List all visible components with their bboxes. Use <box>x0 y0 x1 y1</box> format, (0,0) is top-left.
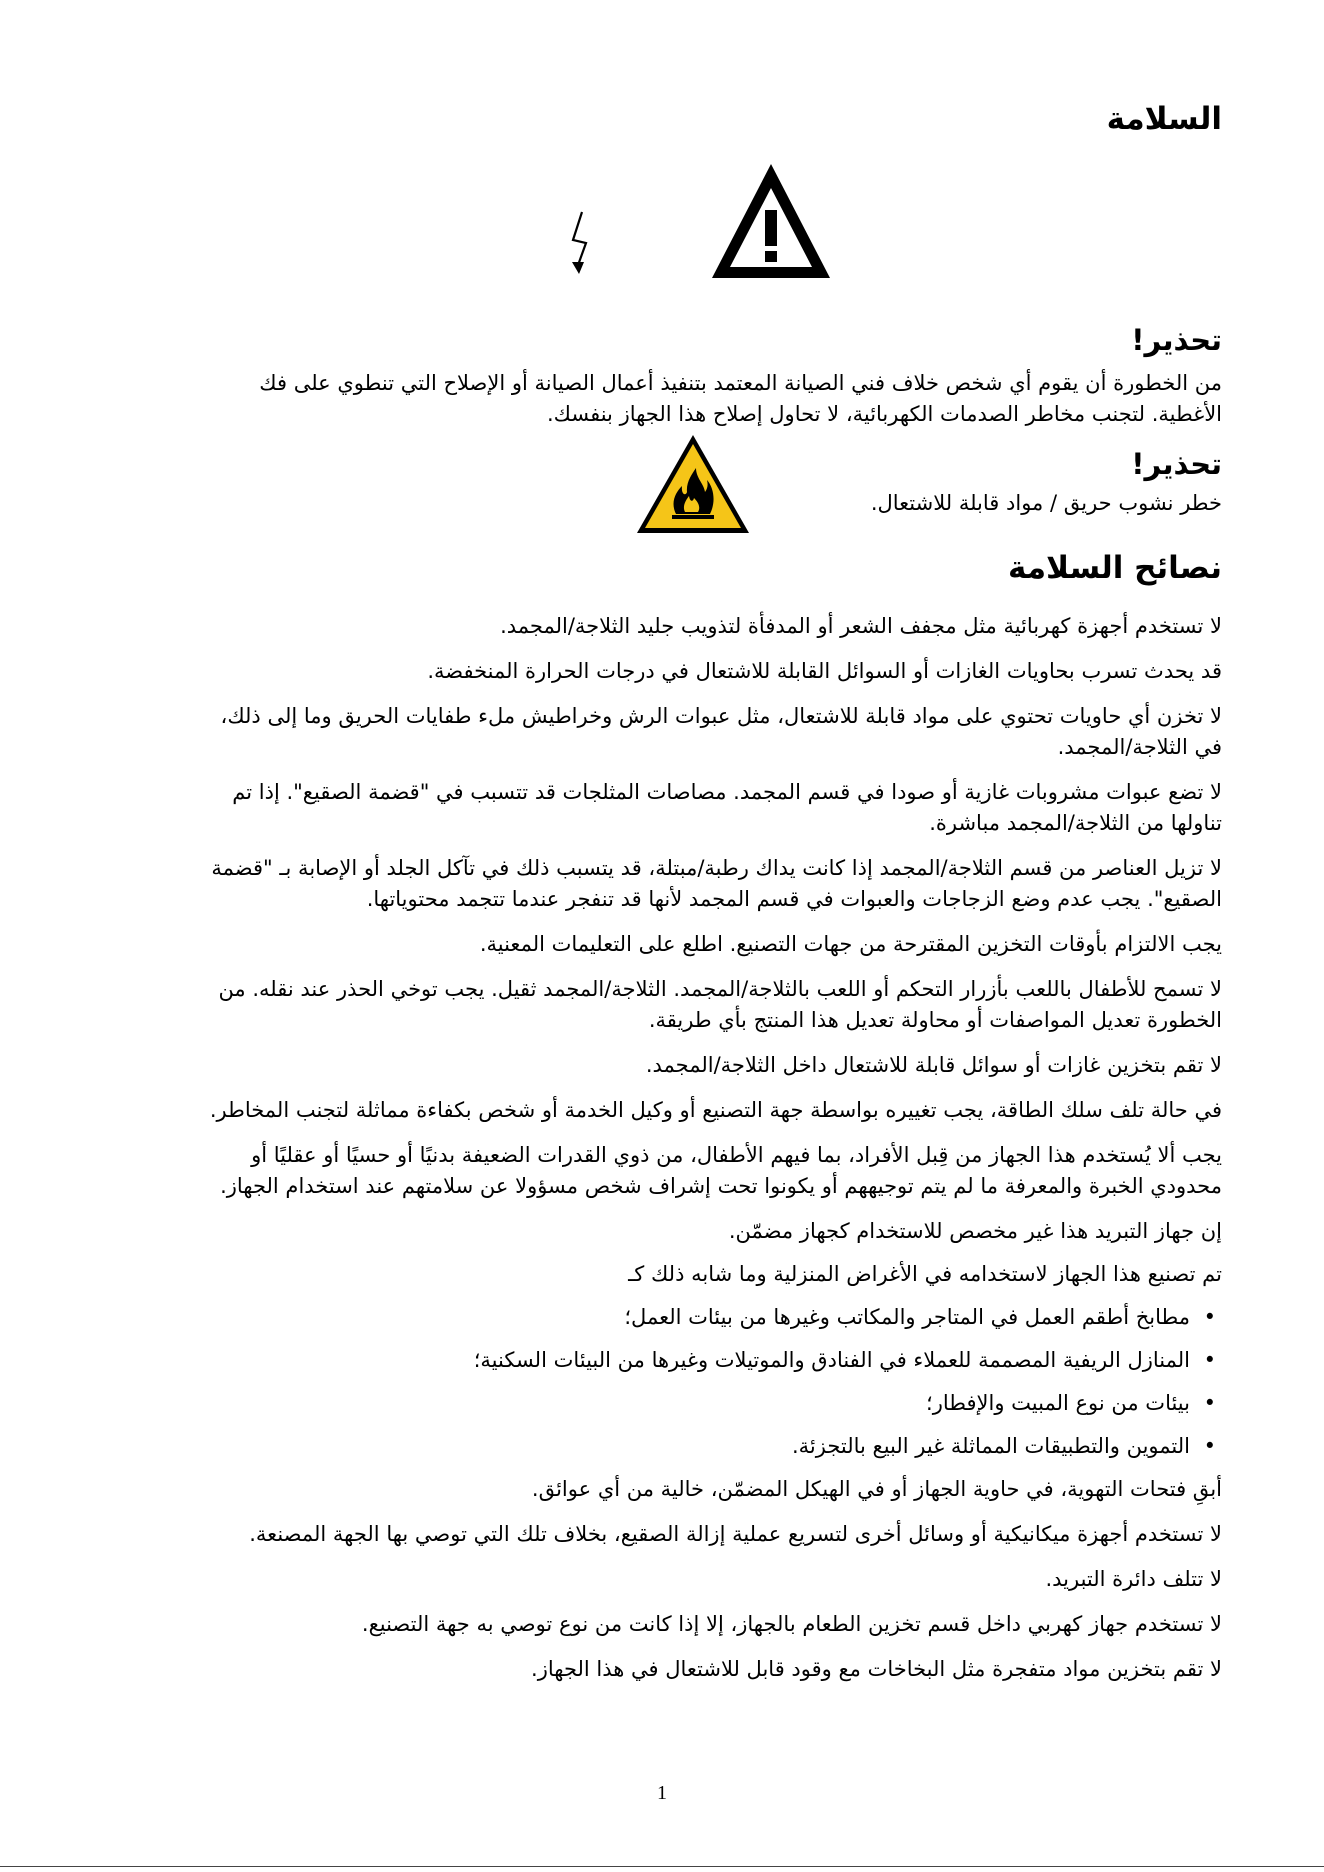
list-item <box>192 1345 1222 1376</box>
page-number: 1 <box>657 1782 667 1804</box>
tip-paragraph: قد يحدث تسرب بحاويات الغازات أو السوائل القابلة للاشتعال في درجات الحرارة المنخفضة. <box>427 659 1222 683</box>
page-content <box>192 100 1222 1699</box>
list-item-text: التموين والتطبيقات المماثلة غير البيع بالتجزئة. <box>791 1434 1190 1458</box>
warning-triangle-icon <box>708 160 834 282</box>
flammable-fire-icon <box>634 432 752 536</box>
tip-paragraph: لا تتلف دائرة التبريد. <box>1045 1567 1222 1591</box>
tip-paragraph: في حالة تلف سلك الطاقة، يجب تغييره بواسطة جهة التصنيع أو وكيل الخدمة أو شخص بكفاءة مماثلة لتجنب المخاطر. <box>209 1098 1222 1122</box>
tips-list-a <box>192 611 1222 1290</box>
tip-paragraph: لا تسمح للأطفال باللعب بأزرار التحكم أو اللعب بالثلاجة/المجمد. الثلاجة/المجمد ثقيل. يجب توخي الحذر عند نقله. من الخطورة تعديل المواصفات أو محاولة تعديل هذا المنتج بأي طريقة. <box>218 977 1222 1032</box>
tip-paragraph: يجب ألا يُستخدم هذا الجهاز من قِبل الأفراد، بما فيهم الأطفال، من ذوي القدرات الضعيفة بدنيًا أو حسيًا أو عقليًا أو محدودي الخبرة والمعرفة ما لم يتم توجيههم أو يكونوا تحت إشراف شخص مسؤولا عن سلامتهم عند استخدام الجهاز. <box>220 1143 1222 1198</box>
tip-paragraph: لا تستخدم أجهزة ميكانيكية أو وسائل أخرى لتسريع عملية إزالة الصقيع، بخلاف تلك التي توصي بها الجهة المصنعة. <box>249 1522 1222 1546</box>
tip-paragraph: لا تضع عبوات مشروبات غازية أو صودا في قسم المجمد. مصاصات المثلجات قد تتسبب في "قضمة الصقيع". إذا تم تناولها من الثلاجة/المجمد مباشرة. <box>232 780 1222 835</box>
tip-paragraph: لا تستخدم جهاز كهربي داخل قسم تخزين الطعام بالجهاز، إلا إذا كانت من نوع توصي به جهة التصنيع. <box>361 1612 1222 1636</box>
bullet-icon: • <box>1203 1305 1216 1329</box>
tip-paragraph: يجب الالتزام بأوقات التخزين المقترحة من جهات التصنيع. اطلع على التعليمات المعنية. <box>479 932 1222 956</box>
tip-paragraph: إن جهاز التبريد هذا غير مخصص للاستخدام كجهاز مضمّن. <box>728 1219 1222 1243</box>
list-item <box>192 1431 1222 1462</box>
tip-paragraph: لا تقم بتخزين مواد متفجرة مثل البخاخات مع وقود قابل للاشتعال في هذا الجهاز. <box>531 1657 1222 1681</box>
bullet-icon: • <box>1203 1391 1216 1415</box>
tip-paragraph: لا تقم بتخزين غازات أو سوائل قابلة للاشتعال داخل الثلاجة/المجمد. <box>645 1053 1222 1077</box>
tips-list-b <box>192 1474 1222 1685</box>
lightning-bolt-icon <box>568 210 594 276</box>
warning-heading-1: تحذير! <box>1131 323 1222 357</box>
list-item <box>192 1388 1222 1419</box>
electric-warning-icons <box>192 160 1222 310</box>
tip-paragraph: لا تزيل العناصر من قسم الثلاجة/المجمد إذا كانت يداك رطبة/مبتلة، قد يتسبب ذلك في تآكل الجلد أو الإصابة بـ "قضمة الصقيع". يجب عدم وضع الزجاجات والعبوات في قسم المجمد لأنها قد تنفجر عندما تتجمد محتوياتها. <box>211 856 1222 911</box>
usage-bullet-list <box>192 1302 1222 1462</box>
list-item-text: المنازل الريفية المصممة للعملاء في الفنادق والموتيلات وغيرها من البيئات السكنية؛ <box>473 1348 1190 1372</box>
tip-paragraph: أبقِ فتحات التهوية، في حاوية الجهاز أو في الهيكل المضمّن، خالية من أي عوائق. <box>531 1477 1222 1501</box>
page-title: السلامة <box>1106 101 1222 137</box>
tip-paragraph: لا تستخدم أجهزة كهربائية مثل مجفف الشعر أو المدفأة لتذويب جليد الثلاجة/المجمد. <box>500 614 1222 638</box>
footer-divider <box>0 1866 1324 1867</box>
list-item <box>192 1302 1222 1333</box>
warning-text-2: خطر نشوب حريق / مواد قابلة للاشتعال. <box>870 491 1222 515</box>
tip-paragraph: تم تصنيع هذا الجهاز لاستخدامه في الأغراض المنزلية وما شابه ذلك كـ <box>628 1262 1222 1286</box>
warning-heading-2: تحذير! <box>1131 447 1222 481</box>
list-item-text: مطابخ أطقم العمل في المتاجر والمكاتب وغيرها من بيئات العمل؛ <box>624 1305 1190 1329</box>
tip-paragraph: لا تخزن أي حاويات تحتوي على مواد قابلة للاشتعال، مثل عبوات الرش وخراطيش ملء طفايات الحريق وما إلى ذلك، في الثلاجة/المجمد. <box>220 704 1222 759</box>
warning-text-1: من الخطورة أن يقوم أي شخص خلاف فني الصيانة المعتمد بتنفيذ أعمال الصيانة أو الإصلاح التي تنطوي على فك الأغطية. لتجنب مخاطر الصدمات الكهربائية، لا تحاول إصلاح هذا الجهاز بنفسك. <box>259 371 1222 426</box>
list-item-text: بيئات من نوع المبيت والإفطار؛ <box>926 1391 1190 1415</box>
bullet-icon: • <box>1203 1434 1216 1458</box>
fire-warning-row <box>192 432 1222 530</box>
safety-tips-heading: نصائح السلامة <box>1008 550 1222 586</box>
bullet-icon: • <box>1203 1348 1216 1372</box>
